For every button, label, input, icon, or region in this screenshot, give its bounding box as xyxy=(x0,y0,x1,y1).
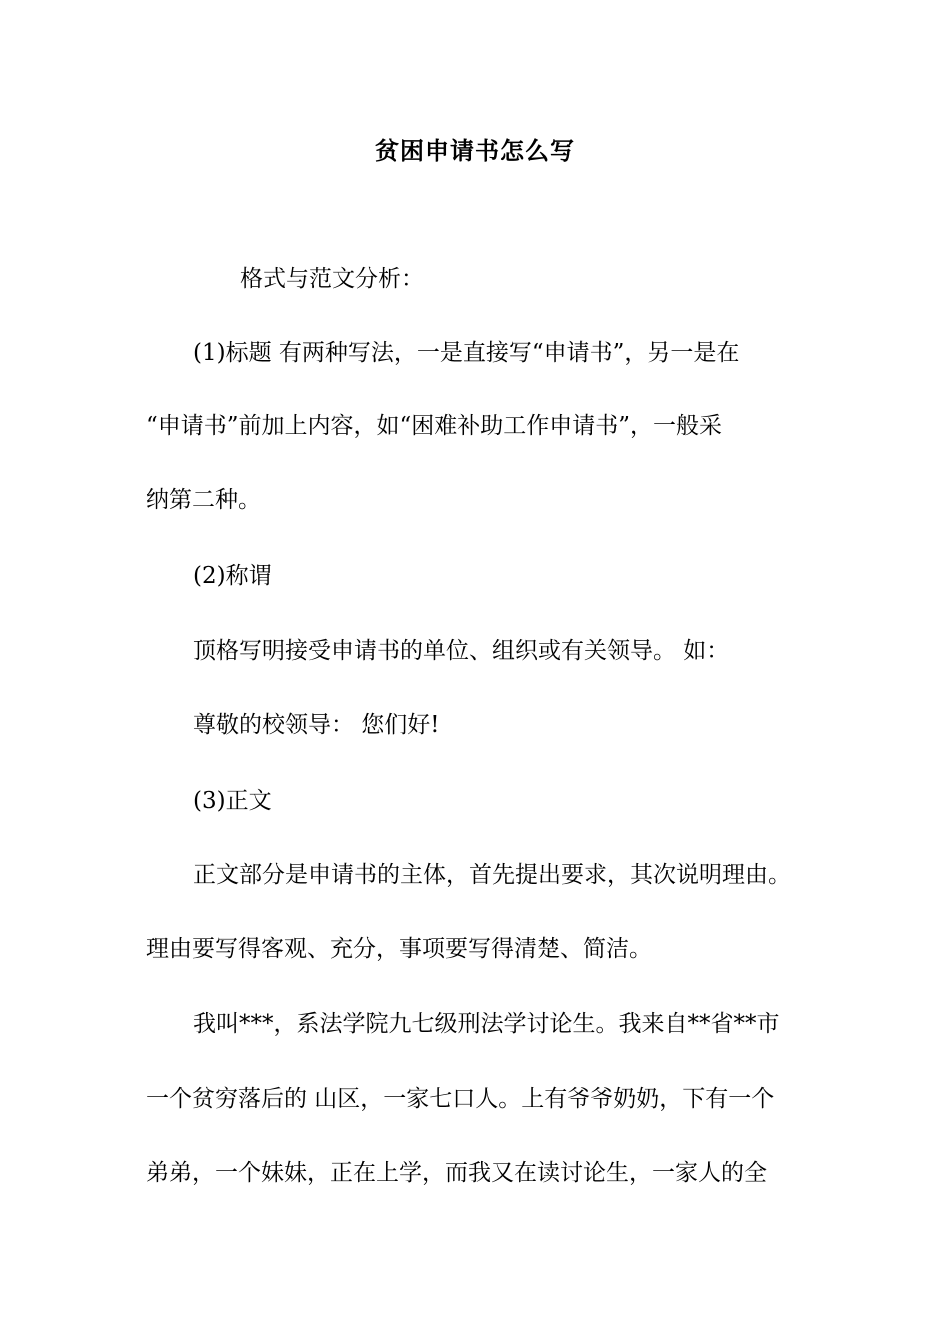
text-line: (1)标题 有两种写法，一是直接写“申请书”，另一是在 xyxy=(193,340,740,366)
text-line: 理由要写得客观、充分，事项要写得清楚、简洁。 xyxy=(146,936,652,962)
text-line: (2)称谓 xyxy=(193,563,272,589)
text-line: 尊敬的校领导： 您们好! xyxy=(193,712,440,738)
text-line: 纳第二种。 xyxy=(146,487,261,513)
text-line: “申请书”前加上内容，如“困难补助工作申请书”，一般采 xyxy=(146,413,723,439)
text-line: 正文部分是申请书的主体，首先提出要求，其次说明理由。 xyxy=(193,862,791,888)
text-line: 顶格写明接受申请书的单位、组织或有关领导。 如： xyxy=(193,638,730,664)
text-line: (3)正文 xyxy=(193,788,272,814)
document-title: 贫困申请书怎么写 xyxy=(375,136,575,165)
text-line: 格式与范文分析： xyxy=(240,266,424,292)
text-line: 我叫***，系法学院九七级刑法学讨论生。我来自**省**市 xyxy=(193,1011,780,1037)
text-line: 一个贫穷落后的 山区，一家七口人。上有爷爷奶奶，下有一个 xyxy=(146,1086,775,1112)
text-line: 弟弟，一个妹妹，正在上学，而我又在读讨论生，一家人的全 xyxy=(146,1160,767,1186)
